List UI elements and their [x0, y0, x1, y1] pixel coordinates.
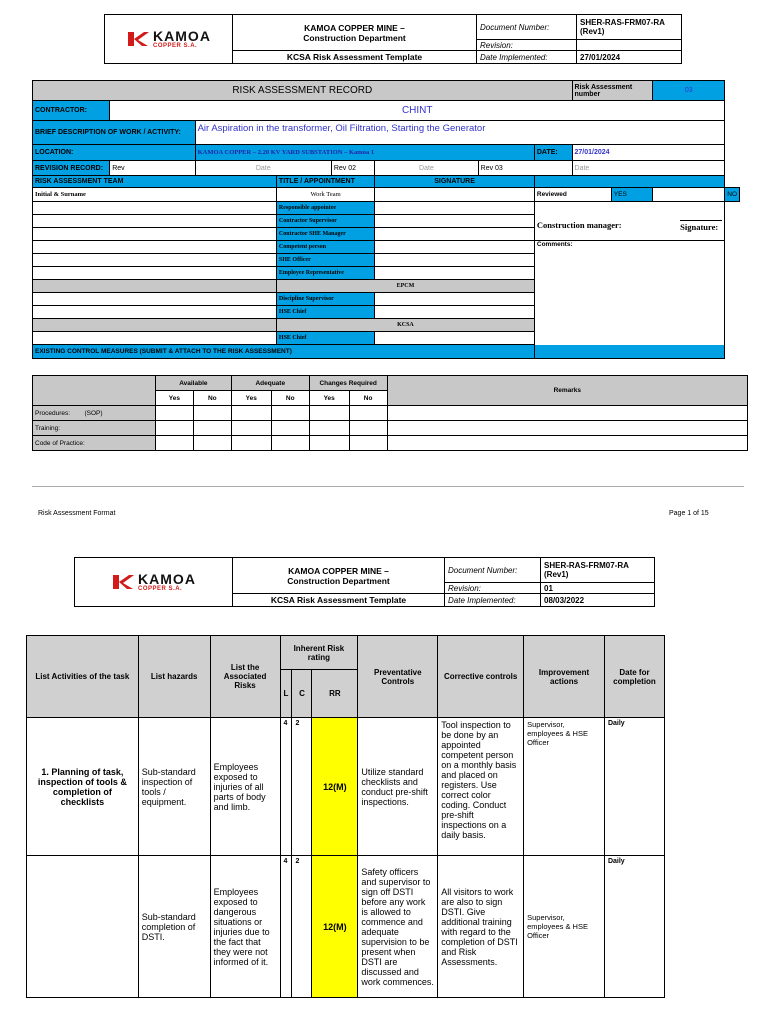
header-l: L — [280, 670, 292, 718]
existing-controls-header: EXISTING CONTROL MEASURES (SUBMIT & ATTACH TO THE RISK ASSESSMENT) — [33, 345, 725, 359]
control-cell[interactable] — [231, 406, 271, 421]
doc-title: KCSA Risk Assessment Template — [233, 51, 477, 64]
header-improvement: Improvement actions — [524, 636, 605, 718]
control-cell[interactable] — [349, 436, 387, 451]
date-implemented-label: Date Implemented: — [445, 594, 541, 607]
role-competent-person: Competent person — [276, 241, 374, 254]
role-kcsa-hse-chief: HSE Chief — [276, 332, 374, 345]
control-cell[interactable] — [231, 421, 271, 436]
doc-number-value: SHER-RAS-FRM07-RA (Rev1) — [577, 15, 682, 40]
rr-cell: 12(M) — [312, 718, 358, 856]
contractor-label: CONTRACTOR: — [33, 101, 110, 121]
ra-number-value: 03 — [653, 81, 725, 101]
kamoa-logo-icon — [126, 30, 150, 48]
revision-value: 01 — [541, 583, 655, 594]
remarks-cell[interactable] — [387, 421, 747, 436]
changes-yes: Yes — [309, 391, 349, 406]
rev-date-2: Date — [375, 161, 478, 176]
ra-number-label: Risk Assessment number — [572, 81, 653, 101]
page-divider — [32, 486, 744, 487]
role-discipline-supervisor: Discipline Supervisor — [276, 293, 374, 306]
table-row — [27, 718, 665, 856]
header-inherent-risk: Inherent Risk rating — [280, 636, 358, 670]
company-logo — [105, 15, 233, 64]
control-cell[interactable] — [271, 436, 309, 451]
date-implemented-value: 27/01/2024 — [577, 51, 682, 64]
changes-no: No — [349, 391, 387, 406]
role-contractor-she-manager: Contractor SHE Manager — [276, 228, 374, 241]
date-implemented-label: Date Implemented: — [477, 51, 577, 64]
control-cell[interactable] — [193, 436, 231, 451]
remarks-cell[interactable] — [387, 436, 747, 451]
logo-sub: COPPER S.A. — [138, 586, 183, 592]
corrective-cell: All visitors to work are also to sign DSTI. Give additional training with regard to the completion of DSTI and Risk Assessments. — [438, 856, 524, 998]
table-row — [27, 856, 665, 998]
signature-header: SIGNATURE — [375, 176, 535, 188]
control-row-training: Training: — [33, 421, 156, 436]
control-cell[interactable] — [271, 421, 309, 436]
location-label: LOCATION: — [33, 145, 196, 161]
control-cell[interactable] — [231, 436, 271, 451]
date-cell: Daily — [604, 718, 664, 856]
risk-cell: Employees exposed to injuries of all parts of body and limb. — [210, 718, 280, 856]
changes-required-header: Changes Required — [309, 376, 387, 391]
adequate-no: No — [271, 391, 309, 406]
reviewed-yes[interactable]: YES — [611, 188, 652, 202]
l-cell: 4 — [280, 718, 292, 856]
header-corrective: Corrective controls — [438, 636, 524, 718]
adequate-header: Adequate — [231, 376, 309, 391]
brief-description-value: Air Aspiration in the transformer, Oil Filtration, Starting the Generator — [195, 121, 725, 145]
risk-table — [26, 635, 665, 998]
header-rr: RR — [312, 670, 358, 718]
control-cell[interactable] — [309, 406, 349, 421]
initial-surname: Initial & Surname — [33, 188, 277, 202]
control-cell[interactable] — [155, 421, 193, 436]
improvement-cell: Supervisor, employees & HSE Officer — [524, 856, 605, 998]
reviewed-label: Reviewed — [534, 188, 611, 202]
header-risks: List the Associated Risks — [210, 636, 280, 718]
org-name: KAMOA COPPER MINE – Construction Department — [233, 15, 477, 51]
risk-cell: Employees exposed to dangerous situations or injuries due to the fact that they were not informed of it. — [210, 856, 280, 998]
comments-label: Comments: — [534, 241, 724, 359]
revision-label: Revision: — [445, 583, 541, 594]
brief-description-label: BRIEF DESCRIPTION OF WORK / ACTIVITY: — [33, 121, 196, 145]
hazard-cell: Sub-standard inspection of tools / equipment. — [138, 718, 210, 856]
construction-manager-label: Construction manager: — [536, 220, 622, 230]
role-responsible-appointee: Responsible appointee — [276, 202, 374, 215]
org-name: KAMOA COPPER MINE – Construction Department — [233, 558, 445, 594]
adequate-yes: Yes — [231, 391, 271, 406]
contractor-value: CHINT — [110, 101, 725, 121]
header-hazards: List hazards — [138, 636, 210, 718]
signature-label: Signature: — [680, 220, 722, 232]
control-cell[interactable] — [349, 406, 387, 421]
c-cell: 2 — [292, 856, 312, 998]
activity-cell: 1. Planning of task, inspection of tools & completion of checklists — [27, 718, 139, 856]
available-header: Available — [155, 376, 231, 391]
date-label: DATE: — [534, 145, 572, 161]
preventative-cell: Utilize standard checklists and conduct pre-shift inspections. — [358, 718, 438, 856]
control-cell[interactable] — [193, 421, 231, 436]
remarks-header: Remarks — [387, 376, 747, 406]
control-cell[interactable] — [155, 406, 193, 421]
header-c: C — [292, 670, 312, 718]
date-value: 27/01/2024 — [572, 145, 725, 161]
rev-date-3: Date — [572, 161, 725, 176]
hazard-cell: Sub-standard completion of DSTI. — [138, 856, 210, 998]
remarks-cell[interactable] — [387, 406, 747, 421]
team-header: RISK ASSESSMENT TEAM — [33, 176, 277, 188]
work-team-label: Work Team — [276, 188, 374, 202]
doc-number-label: Document Number: — [477, 15, 577, 40]
kamoa-logo-icon — [111, 573, 135, 591]
role-employee-representative: Employee Representative — [276, 267, 374, 280]
rev-label-3: Rev 03 — [478, 161, 572, 176]
doc-number-label: Document Number: — [445, 558, 541, 583]
rr-cell: 12(M) — [312, 856, 358, 998]
doc-number-value: SHER-RAS-FRM07-RA (Rev1) — [541, 558, 655, 583]
kcsa-section: KCSA — [276, 319, 534, 332]
revision-value — [577, 40, 682, 51]
header-activities: List Activities of the task — [27, 636, 139, 718]
revision-label: Revision: — [477, 40, 577, 51]
epcm-section: EPCM — [276, 280, 534, 293]
reviewed-no[interactable]: NO — [725, 188, 740, 202]
page2-doc-header — [74, 557, 655, 607]
c-cell: 2 — [292, 718, 312, 856]
revision-record-label: REVISION RECORD: — [33, 161, 110, 176]
logo-brand: KAMOA — [153, 28, 211, 44]
date-implemented-value: 08/03/2022 — [541, 594, 655, 607]
control-cell[interactable] — [193, 406, 231, 421]
date-cell: Daily — [604, 856, 664, 998]
control-cell[interactable] — [155, 436, 193, 451]
rev-label-2: Rev 02 — [331, 161, 374, 176]
role-contractor-supervisor: Contractor Supervisor — [276, 215, 374, 228]
title-appointment-header: TITLE / APPOINTMENT — [276, 176, 374, 188]
record-title: RISK ASSESSMENT RECORD — [33, 81, 573, 101]
control-row-procedures: Procedures: (SOP) — [33, 406, 156, 421]
l-cell: 4 — [280, 856, 292, 998]
available-no: No — [193, 391, 231, 406]
preventative-cell: Safety officers and supervisor to sign off DSTI before any work is allowed to commence and adequate supervision to be present when DSTI are discussed and work commences. — [358, 856, 438, 998]
role-she-officer: SHE Officer — [276, 254, 374, 267]
doc-title: KCSA Risk Assessment Template — [233, 594, 445, 607]
control-cell[interactable] — [309, 436, 349, 451]
company-logo — [75, 558, 233, 607]
rev-label-1: Rev — [110, 161, 195, 176]
activity-cell — [27, 856, 139, 998]
control-cell[interactable] — [349, 421, 387, 436]
improvement-cell: Supervisor, employees & HSE Officer — [524, 718, 605, 856]
footer-left: Risk Assessment Format — [38, 510, 116, 517]
rev-date-1: Date — [195, 161, 331, 176]
role-epcm-hse-chief: HSE Chief — [276, 306, 374, 319]
footer-page-number: Page 1 of 15 — [669, 510, 709, 517]
control-cell[interactable] — [309, 421, 349, 436]
corrective-cell: Tool inspection to be done by an appointed competent person on a monthly basis and placed on registers. Use correct color coding. Conduct pre-shift inspections on a daily basis. — [438, 718, 524, 856]
logo-sub: COPPER S.A. — [153, 43, 198, 49]
page1-doc-header — [104, 14, 682, 64]
control-cell[interactable] — [271, 406, 309, 421]
existing-controls-table — [32, 375, 748, 451]
location-value: KAMOA COPPER – 2.20 KV YARD SUBSTATION – Kamoa 1 — [195, 145, 534, 161]
control-row-code-of-practice: Code of Practice: — [33, 436, 156, 451]
header-preventative: Preventative Controls — [358, 636, 438, 718]
logo-brand: KAMOA — [138, 571, 196, 587]
risk-assessment-record — [32, 80, 740, 359]
header-date: Date for completion — [604, 636, 664, 718]
available-yes: Yes — [155, 391, 193, 406]
